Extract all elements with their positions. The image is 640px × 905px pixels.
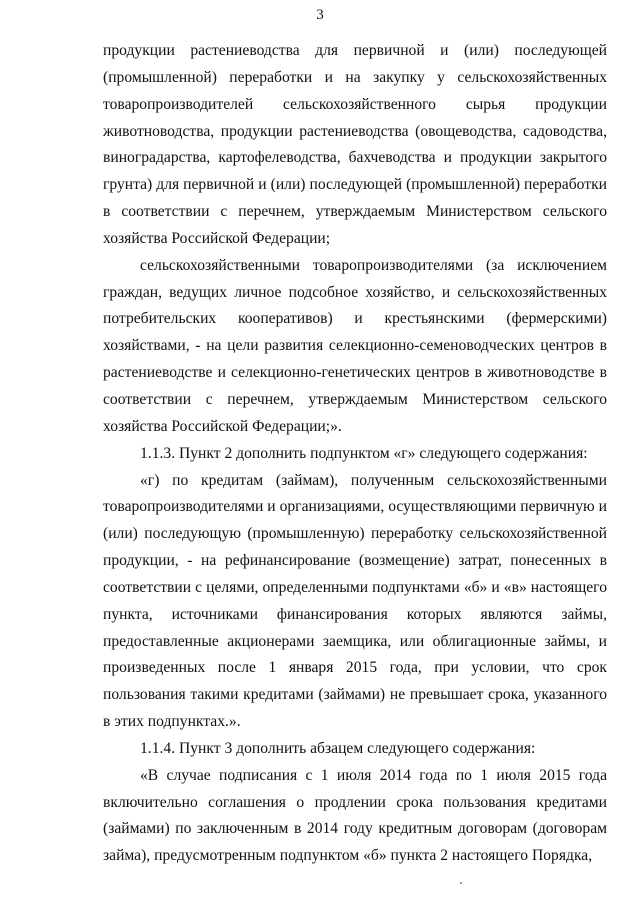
document-body — [103, 38, 607, 870]
scan-speck — [460, 882, 462, 884]
paragraph-procurement-purposes: продукции растениеводства для первичной и (или) последующей (промышленной) переработки и на закупку у сельскохозяйственных товаропроизводителей сельскохозяйственного сырья продукции животноводства, продукции растениеводства (овощеводства, садоводства, виноградарства, картофелеводства, бахчеводства и продукции закрытого грунта) для первичной и (или) последующей (промышленной) переработки в соответствии с перечнем, утверждаемым Министерством сельского хозяйства Российской Федерации; — [103, 42, 607, 247]
paragraph-clause-1-1-3: 1.1.3. Пункт 2 дополнить подпунктом «г» следующего содержания: — [140, 444, 588, 462]
page-number: 3 — [316, 7, 324, 23]
paragraph-extension-agreement: «В случае подписания с 1 июля 2014 года по 1 июля 2015 года включительно соглашения о продлении срока пользования кредитами (займами) по заключенным в 2014 году кредитным договорам (договорам займа), предусмотренным подпунктом «б» пункта 2 настоящего Порядка, — [103, 766, 607, 865]
paragraph-clause-1-1-4: 1.1.4. Пункт 3 дополнить абзацем следующего содержания: — [140, 739, 536, 757]
paragraph-selection-centers: сельскохозяйственными товаропроизводителями (за исключением граждан, ведущих личное подсобное хозяйство, и сельскохозяйственных потребительских кооперативов) и крестьянскими (фермерскими) хозяйствами, - на цели развития селекционно-семеноводческих центров в растениеводстве и селекционно-генетических центров в животноводстве в соответствии с перечнем, утверждаемым Министерством сельского хозяйства Российской Федерации;». — [103, 256, 607, 435]
paragraph-subclause-g: «г) по кредитам (займам), полученным сельскохозяйственными товаропроизводителями и организациями, осуществляющими первичную и (или) последующую (промышленную) переработку сельскохозяйственной продукции, - на рефинансирование (возмещение) затрат, понесенных в соответствии с целями, определенными подпунктами «б» и «в» настоящего пункта, источниками финансирования которых являются займы, предоставленные акционерами заемщика, или облигационные займы, и произведенных после 1 января 2015 года, при условии, что срок пользования такими кредитами (займами) не превышает срока, указанного в этих подпунктах.». — [103, 471, 607, 731]
